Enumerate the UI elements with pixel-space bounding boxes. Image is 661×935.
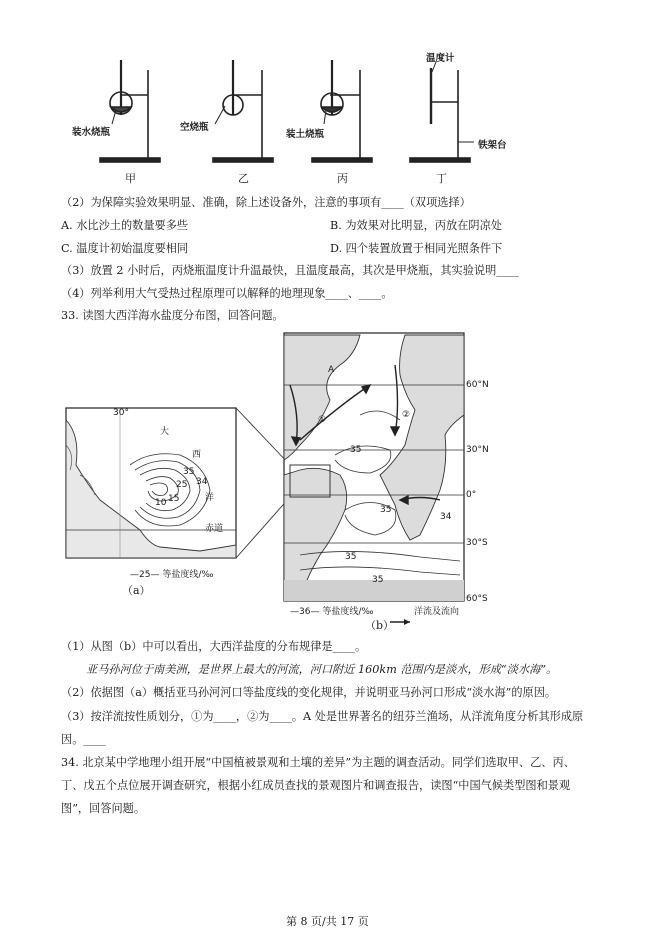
q33-sub3-line1: （3）按洋流按性质划分，①为____，②为____。A 处是世界著名的纽芬兰渔场，从洋流角度分析其形成原 (61, 710, 584, 723)
q32-sub4: （4）列举利用大气受热过程原理可以解释的地理现象____、____。 (61, 287, 393, 300)
map-b-marker-2: ② (402, 410, 411, 420)
label-empty-flask: 空烧瓶 (180, 122, 209, 133)
map-a-legend: —25— 等盐度线/‰ (130, 570, 214, 580)
map-a-lat-label: 30° (113, 408, 129, 418)
q33-note: 亚马孙河位于南美洲，是世界上最大的河流，河口附近 160km 范围内是淡水，形成“淡水海”。 (86, 663, 558, 676)
caption-yi: 乙 (238, 172, 249, 185)
map-b-legend-isoline: —36— 等盐度线/‰ (290, 607, 374, 617)
q34-line3: 图”，回答问题。 (61, 802, 146, 815)
map-a-isoline-10: 10 (155, 498, 167, 508)
q33-sub2: （2）依据图（a）概括亚马孙河河口等盐度线的变化规律，并说明亚马孙河口形成“淡水海”的原因。 (61, 686, 557, 699)
map-b-isoline-4: 35 (345, 552, 357, 562)
label-soil-flask: 装土烧瓶 (286, 129, 325, 140)
map-a-ocean-char-1: 大 (160, 427, 170, 437)
map-b-lat-30n: 30°N (466, 445, 489, 455)
map-b-isoline-1: 35 (350, 445, 362, 455)
map-a-isoline-25: 25 (176, 480, 188, 490)
map-b-isoline-2: 35 (380, 505, 392, 515)
map-b-lat-60s: 60°S (466, 594, 488, 604)
q32-option-b: B. 为效果对比明显，丙放在阴凉处 (330, 219, 502, 232)
map-a-isoline-34: 34 (196, 477, 208, 487)
stand-bing (312, 60, 372, 162)
q34-line2: 丁、戊五个点位展开调查研究，根据小红成员查找的景观图片和调查报告，读图“中国气候类型图和景观 (61, 779, 571, 792)
map-b-lat-0: 0° (466, 490, 477, 500)
map-a-ocean-char-3: 洋 (205, 493, 215, 503)
label-thermometer: 温度计 (426, 53, 455, 64)
page-footer: 第 8 页/共 17 页 (286, 915, 369, 928)
q32-option-a: A. 水比沙土的数量要多些 (61, 219, 189, 232)
label-iron-stand: 铁架台 (478, 140, 507, 151)
map-b (284, 333, 464, 601)
map-b-isoline-3: 34 (440, 512, 452, 522)
map-b-marker-a: A (328, 365, 335, 375)
caption-ding: 丁 (436, 172, 447, 185)
map-a-isoline-35: 35 (183, 467, 195, 477)
q32-option-d: D. 四个装置放置于相同光照条件下 (330, 242, 503, 255)
map-b-isoline-5: 35 (372, 575, 384, 585)
label-water-flask: 装水烧瓶 (72, 127, 111, 138)
map-b-legend-current: 洋流及流向 (414, 607, 460, 617)
q33-sub1: （1）从图（b）中可以看出，大西洋盐度的分布规律是____。 (61, 640, 367, 653)
caption-jia: 甲 (125, 172, 136, 185)
q32-option-c: C. 温度计初始温度要相同 (61, 242, 189, 255)
map-a-ocean-char-2: 西 (192, 450, 202, 460)
q34-line1: 34. 北京某中学地理小组开展“中国植被景观和土壤的差异”为主题的调查活动。同学们选取甲、乙、丙、 (61, 756, 575, 769)
map-a-isoline-15: 15 (168, 494, 180, 504)
caption-bing: 丙 (337, 172, 348, 185)
map-b-lat-30s: 30°S (466, 538, 488, 548)
map-b-lat-60n: 60°N (466, 380, 489, 390)
stand-jia (100, 60, 160, 162)
map-a-caption: （a） (122, 584, 151, 597)
experiment-apparatus-figure (0, 0, 661, 175)
q32-sub3: （3）放置 2 小时后，丙烧瓶温度计升温最快，且温度最高，其次是甲烧瓶，其实验说明____ (61, 264, 519, 277)
map-b-caption: （b） (365, 619, 395, 632)
q32-sub2: （2）为保障实验效果明显、准确，除上述设备外，注意的事项有____（双项选择） (61, 196, 471, 209)
q33-sub3-line2: 因。____ (61, 733, 106, 746)
map-a-equator-label: 赤道 (205, 524, 224, 534)
map-b-marker-1: ① (318, 415, 327, 425)
q33-title: 33. 读图大西洋海水盐度分布图，回答问题。 (61, 309, 284, 322)
stand-ding (410, 68, 474, 162)
